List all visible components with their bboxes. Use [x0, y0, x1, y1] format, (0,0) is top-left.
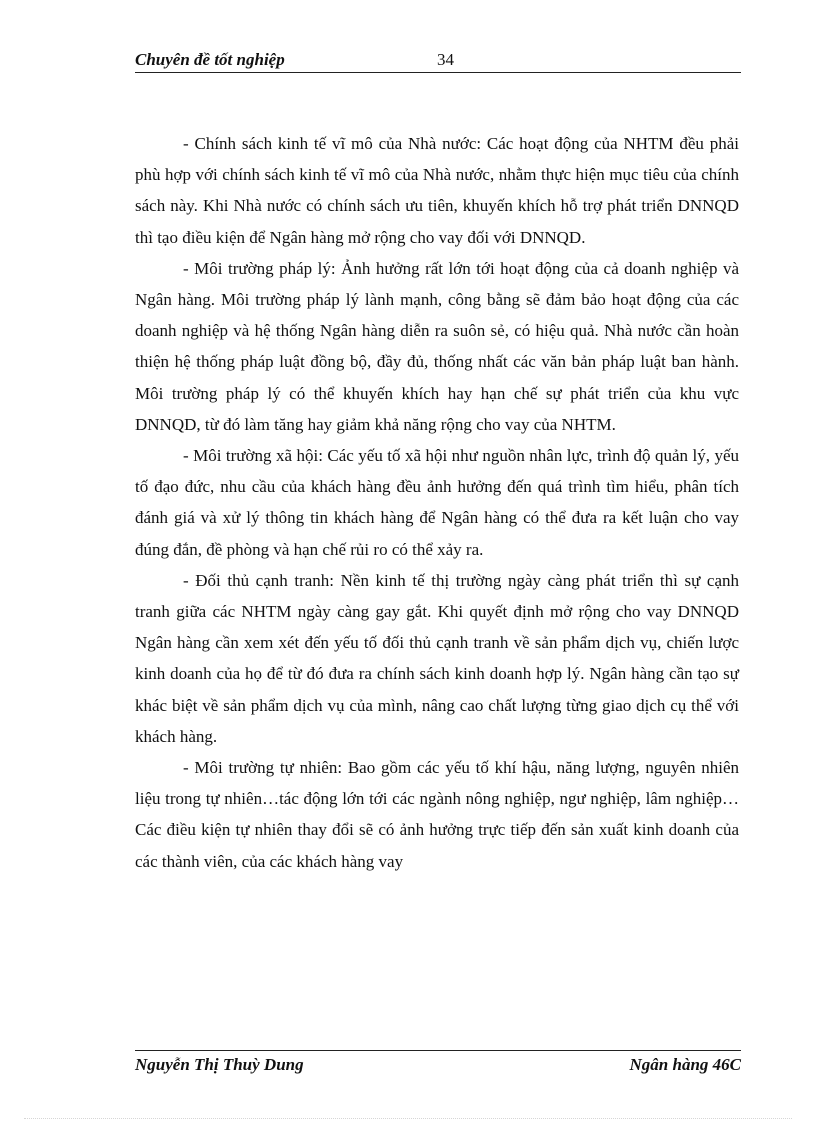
class-name: Ngân hàng 46C [629, 1055, 741, 1074]
paragraph-legal-environment: - Môi trường pháp lý: Ảnh hưởng rất lớn tới hoạt động của cả doanh nghiệp và Ngân hàng. Môi trường pháp lý lành mạnh, công bằng sẽ đảm bảo hoạt động của các doanh nghiệp và hệ thống Ngân hàng diễn ra suôn sẻ, có hiệu quả. Nhà nước cần hoàn thiện hệ thống pháp luật đồng bộ, đầy đủ, thống nhất các văn bản pháp luật ban hành. Môi trường pháp lý có thể khuyến khích hay hạn chế sự phát triển của khu vực DNNQD, từ đó làm tăng hay giảm khả năng rộng cho vay của NHTM. [135, 258, 739, 434]
paragraph-natural-environment: - Môi trường tự nhiên: Bao gồm các yếu tố khí hậu, năng lượng, nguyên nhiên liệu trong tự nhiên…tác động lớn tới các ngành nông nghiệp, ngư nghiệp, lâm nghiệp…Các điều kiện tự nhiên thay đổi sẽ có ảnh hưởng trực tiếp đến sản xuất kinh doanh của các thành viên, của các khách hàng vay [135, 758, 739, 871]
author-name: Nguyễn Thị Thuỳ Dung [135, 1055, 304, 1074]
page-header [135, 48, 741, 73]
document-title: Chuyên đề tốt nghiệp [135, 50, 285, 69]
paragraph-macro-policy: - Chính sách kinh tế vĩ mô của Nhà nước: Các hoạt động của NHTM đều phải phù hợp với chính sách kinh tế vĩ mô của Nhà nước, nhằm thực hiện mục tiêu của chính sách này. Khi Nhà nước có chính sách ưu tiên, khuyến khích hỗ trợ phát triển DNNQD thì tạo điều kiện để Ngân hàng mở rộng cho vay đối với DNNQD. [135, 134, 739, 247]
page-edge-divider [24, 1118, 792, 1119]
paragraph-competitors: - Đối thủ cạnh tranh: Nền kinh tế thị trường ngày càng phát triển thì sự cạnh tranh giữa các NHTM ngày càng gay gắt. Khi quyết định mở rộng cho vay DNNQD Ngân hàng cần xem xét đến yếu tố đối thủ cạnh tranh về sản phẩm dịch vụ, chiến lược kinh doanh của họ để từ đó đưa ra chính sách kinh doanh hợp lý. Ngân hàng cần tạo sự khác biệt về sản phẩm dịch vụ của mình, nâng cao chất lượng từng giao dịch cụ thể với khách hàng. [135, 570, 739, 746]
body-text [135, 128, 739, 877]
paragraph-social-environment: - Môi trường xã hội: Các yếu tố xã hội như nguồn nhân lực, trình độ quản lý, yếu tố đạo đức, nhu cầu của khách hàng đều ảnh hưởng đến quá trình tìm hiểu, phân tích đánh giá và xử lý thông tin khách hàng để Ngân hàng có thể đưa ra kết luận cho vay đúng đắn, đề phòng và hạn chế rủi ro có thể xảy ra. [135, 446, 739, 559]
page-number: 34 [437, 50, 454, 69]
page-footer [135, 1050, 741, 1081]
